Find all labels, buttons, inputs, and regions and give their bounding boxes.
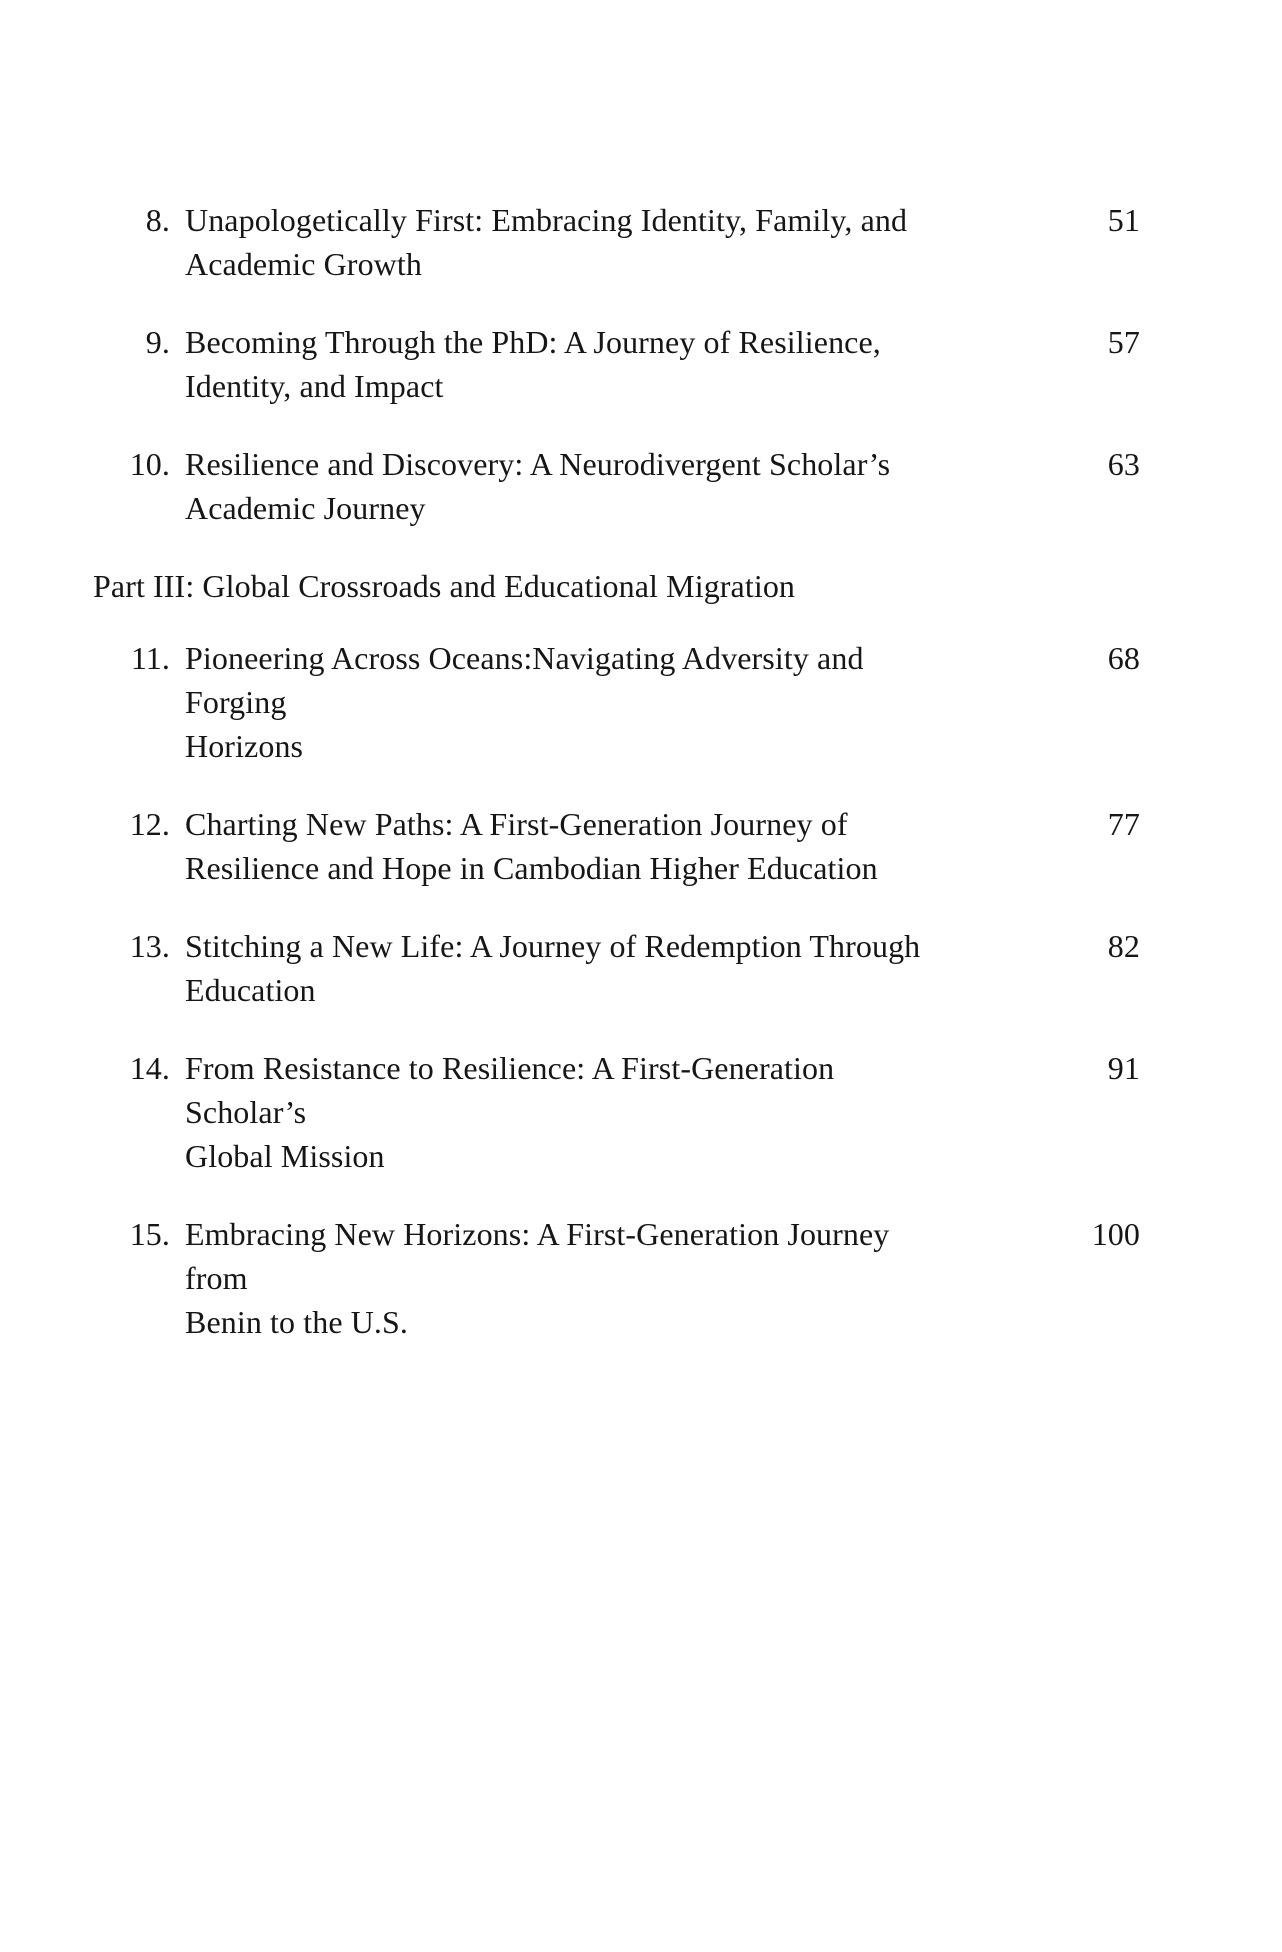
toc-item-9[interactable] <box>93 320 1140 408</box>
toc-title-line: Global Mission <box>185 1138 385 1174</box>
toc-title-line: Embracing New Horizons: A First-Generation Journey from <box>185 1216 890 1296</box>
toc-item-title <box>172 198 940 286</box>
toc-item-12[interactable] <box>93 802 1140 890</box>
toc-item-title <box>172 924 940 1012</box>
toc-page-number: 57 <box>1107 324 1140 360</box>
toc-item-10[interactable] <box>93 442 1140 530</box>
toc-item-number: 13. <box>129 928 170 964</box>
toc-page-number: 51 <box>1107 202 1140 238</box>
toc-title-line: Education <box>185 972 316 1008</box>
toc-item-8[interactable] <box>93 198 1140 286</box>
toc-item-title <box>172 1046 940 1178</box>
toc-title-line: Academic Growth <box>185 246 422 282</box>
toc-item-number: 14. <box>129 1050 170 1086</box>
toc-title-line: Identity, and Impact <box>185 368 444 404</box>
toc-title-line: From Resistance to Resilience: A First-Generation Scholar’s <box>185 1050 835 1130</box>
toc-item-number: 12. <box>129 806 170 842</box>
toc-page-number: 91 <box>1107 1050 1140 1086</box>
toc-item-number: 8. <box>145 202 170 238</box>
toc-title-line: Resilience and Discovery: A Neurodivergent Scholar’s <box>185 446 891 482</box>
toc-title-line: Benin to the U.S. <box>185 1304 409 1340</box>
toc-item-14[interactable] <box>93 1046 1140 1178</box>
toc-title-line: Unapologetically First: Embracing Identity, Family, and <box>185 202 908 238</box>
toc-item-11[interactable] <box>93 636 1140 768</box>
toc-title-line: Pioneering Across Oceans:Navigating Adversity and Forging <box>185 640 864 720</box>
toc-item-13[interactable] <box>93 924 1140 1012</box>
toc-page-number: 63 <box>1107 446 1140 482</box>
toc-title-line: Academic Journey <box>185 490 426 526</box>
toc-page-number: 82 <box>1107 928 1140 964</box>
toc-item-title <box>172 636 940 768</box>
toc-item-title <box>172 802 940 890</box>
toc-page-number: 100 <box>1091 1216 1140 1252</box>
toc-item-number: 11. <box>130 640 170 676</box>
toc-title-line: Resilience and Hope in Cambodian Higher Education <box>185 850 878 886</box>
toc-page-number: 68 <box>1107 640 1140 676</box>
toc-page-number: 77 <box>1107 806 1140 842</box>
toc-item-title <box>172 442 940 530</box>
toc-item-title <box>172 1212 940 1344</box>
toc-title-line: Stitching a New Life: A Journey of Redemption Through <box>185 928 921 964</box>
toc-title-line: Charting New Paths: A First-Generation Journey of <box>185 806 848 842</box>
toc-item-title <box>172 320 940 408</box>
toc-title-line: Horizons <box>185 728 304 764</box>
toc-item-number: 9. <box>145 324 170 360</box>
part-heading: Part III: Global Crossroads and Educational Migration <box>93 568 796 604</box>
toc-list <box>93 198 1140 1378</box>
toc-item-number: 10. <box>129 446 170 482</box>
toc-item-number: 15. <box>129 1216 170 1252</box>
toc-item-15[interactable] <box>93 1212 1140 1344</box>
toc-title-line: Becoming Through the PhD: A Journey of Resilience, <box>185 324 881 360</box>
